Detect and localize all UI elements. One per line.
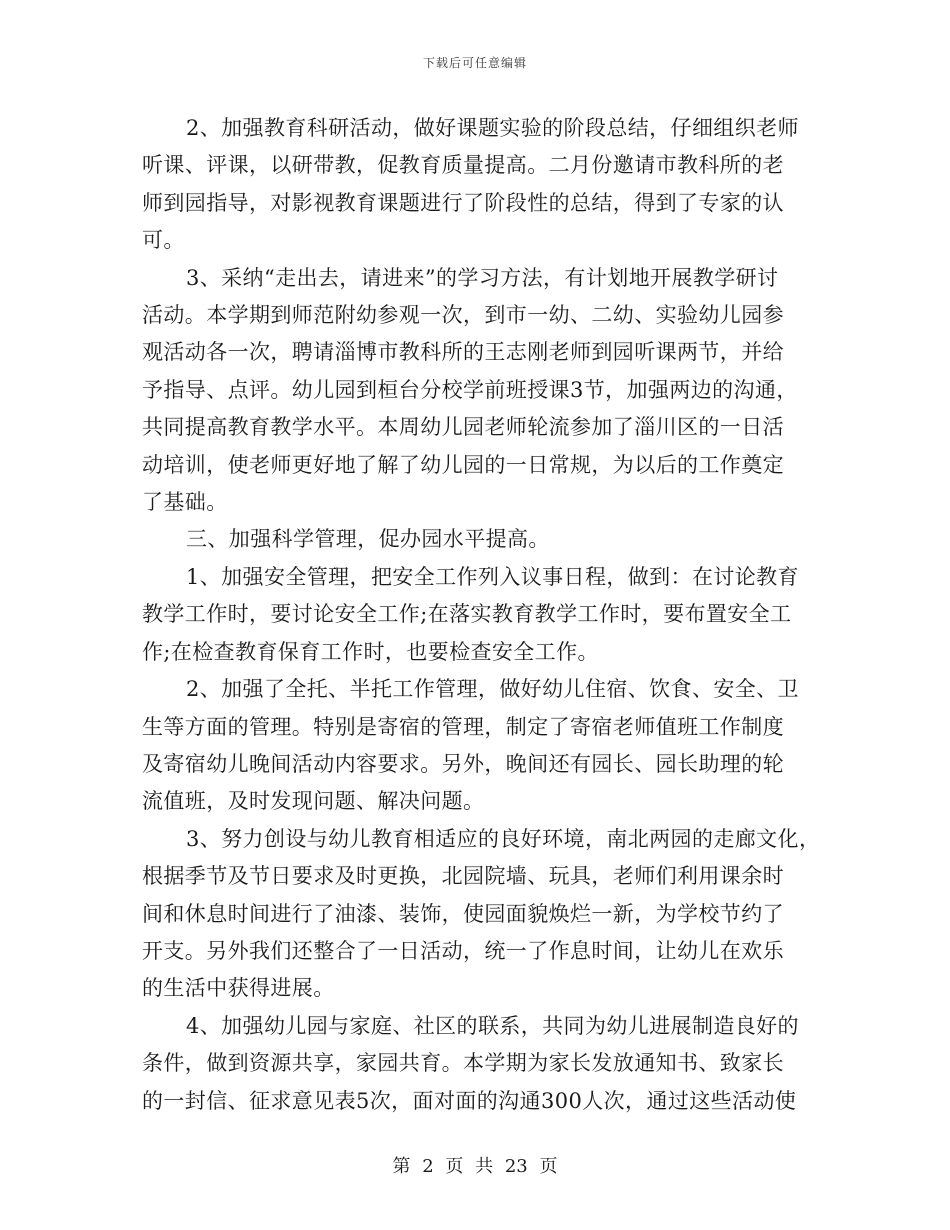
text-line: 的生活中获得进展。 — [142, 976, 335, 1001]
paragraph-environment — [142, 821, 821, 1008]
page-header: 下载后可任意编辑 — [422, 56, 527, 70]
text-line: 及寄宿幼儿晚间活动内容要求。另外，晚间还有园长、园长助理的轮 — [142, 751, 784, 776]
text-line: 根据季节及节日要求及时更换，北园院墙、玩具，老师们利用课余时 — [142, 864, 784, 889]
paragraph-safety — [142, 559, 808, 671]
paragraph-family-community — [142, 1008, 808, 1120]
text-line: 间和休息时间进行了油漆、装饰，使园面貌焕烂一新，为学校节约了 — [142, 901, 784, 926]
text-line: 活动。本学期到师范附幼参观一次，到市一幼、二幼、实验幼儿园参 — [142, 303, 784, 328]
text-line: 1、加强安全管理，把安全工作列入议事日程，做到：在讨论教育 — [186, 564, 799, 589]
text-line: 流值班，及时发现问题、解决问题。 — [142, 789, 485, 814]
text-line: 作;在检查教育保育工作时，也要检查安全工作。 — [142, 639, 599, 664]
text-line: 动培训，使老师更好地了解了幼儿园的一日常规，为以后的工作奠定 — [142, 452, 784, 477]
text-line: 观活动各一次，聘请淄博市教科所的王志刚老师到园听课两节，并给 — [142, 340, 784, 365]
text-line: 4、加强幼儿园与家庭、社区的联系，共同为幼儿进展制造良好的 — [186, 1013, 799, 1038]
text-line: 生等方面的管理。特别是寄宿的管理，制定了寄宿老师值班工作制度 — [142, 714, 784, 739]
text-line: 可。 — [142, 228, 185, 253]
text-line: 2、加强了全托、半托工作管理，做好幼儿住宿、饮食、安全、卫 — [186, 677, 799, 702]
text-line: 3、努力创设与幼儿教育相适应的良好环境，南北两园的走廊文化， — [186, 826, 821, 851]
section-heading — [142, 521, 808, 558]
paragraph-learning-method — [142, 260, 808, 522]
text-line: 条件，做到资源共享，家园共育。本学期为家长发放通知书、致家长 — [142, 1051, 784, 1076]
document-body — [142, 110, 821, 1120]
text-line: 的一封信、征求意见表5次，面对面的沟通300人次，通过这些活动使 — [142, 1088, 797, 1113]
text-line: 开支。另外我们还整合了一日活动，统一了作息时间，让幼儿在欢乐 — [142, 938, 784, 963]
text-line: 师到园指导，对影视教育课题进行了阶段性的总结，得到了专家的认 — [142, 190, 784, 215]
text-line: 予指导、点评。幼儿园到桓台分校学前班授课3节，加强两边的沟通， — [142, 377, 798, 402]
text-line: 了基础。 — [142, 490, 228, 515]
text-line: 三、加强科学管理，促办园水平提高。 — [186, 527, 550, 552]
text-line: 3、采纳“走出去，请进来”的学习方法，有计划地开展教学研讨 — [186, 265, 779, 290]
text-line: 教学工作时，要讨论安全工作;在落实教育教学工作时，要布置安全工 — [142, 602, 792, 627]
text-line: 共同提高教育教学水平。本周幼儿园老师轮流参加了淄川区的一日活 — [142, 415, 784, 440]
page-footer: 第 2 页 共 23 页 — [392, 1156, 558, 1177]
paragraph-boarding — [142, 671, 808, 821]
text-line: 听课、评课，以研带教，促教育质量提高。二月份邀请市教科所的老 — [142, 153, 784, 178]
text-line: 2、加强教育科研活动，做好课题实验的阶段总结，仔细组织老师 — [186, 116, 799, 140]
paragraph-research — [142, 110, 808, 260]
